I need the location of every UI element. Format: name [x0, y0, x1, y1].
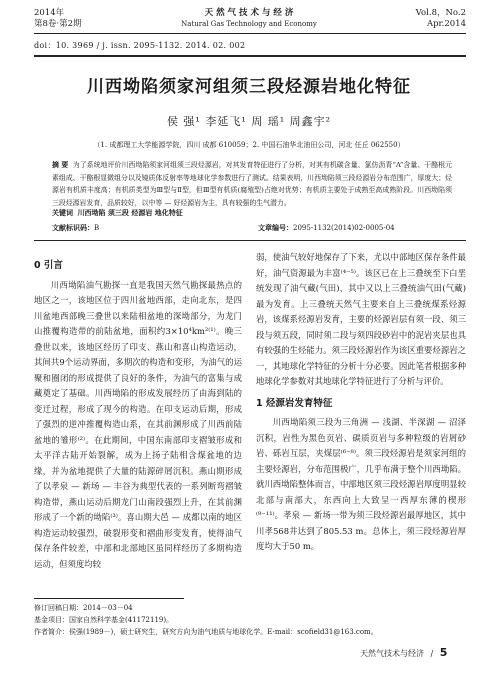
footnote-rule	[34, 598, 184, 599]
article-number	[258, 223, 395, 233]
footnote-fund: 基金项目：国家自然科学基金(41172119)。	[34, 616, 174, 624]
right-column	[256, 250, 466, 555]
header-rule	[34, 33, 466, 34]
keywords	[52, 208, 183, 218]
header-vol	[416, 8, 466, 30]
footnote-author: 作者简介：侯强(1989－)，硕士研究生，研究方向为油气地质与地球化学。E-mail：scofield31@163.com。	[34, 628, 378, 636]
article-number-label: 文章编号：	[258, 224, 293, 232]
abstract-rule	[34, 240, 466, 241]
journal-name-cn: 天 然 气 技 术 与 经 济	[204, 8, 294, 18]
classification	[52, 223, 99, 233]
authors: 侯 强¹ 李延飞¹ 周 瑶¹ 周鑫宇²	[166, 115, 332, 128]
intro-heading: 0 引言	[34, 260, 63, 271]
section1-paragraph: 川西坳陷须三段为三角洲 — 浅湖、半深湖 — 沼泽沉积，岩性为黑色页岩、碳质页岩与多种粒级的岩屑砂岩、砾岩互层，夹煤层⁽⁶⁻⁸⁾。须三段烃源岩是须家河组的主要烃源岩，分布范围极广，几乎布满于整个川西坳陷。就川西坳陷整体而言，中部地区须三段烃源岩厚度明显较北部与南部大，东西向上大致呈一西厚东薄的楔形⁽⁹⁻¹¹⁾。孝泉 — 新场一带为须三段烃源岩最厚地区，其中川孝568井达到了805.53 m。总体上，须三段烃源岩厚度均大于50 m。	[256, 417, 466, 551]
left-column	[34, 250, 242, 572]
doi: doi：10. 3969 / j. issn. 2095-1132. 2014. 02. 002	[34, 41, 246, 50]
keywords-text: 川西坳陷 须三段 烃源岩 地化特征	[77, 209, 183, 217]
section1-heading: 1 烃源岩发育特征	[256, 397, 333, 409]
intro-paragraph: 川西坳陷油气勘探一直是我国天然气勘探最热点的地区之一，该地区位于四川盆地西部，走向北东，是四川盆地西部晚三叠世以来陆相盆地的深坳部分，为龙门山推覆构造带的前陆盆地，面积约3×10⁴km²⁽¹⁾。晚三叠世以来，该地区经历了印支、燕山和喜山构造运动，其间共9个运动界面，多期次的构造和变形，为油气的运聚和圈闭的形成提供了良好的条件，为油气的富集与成藏奠定了基础。川西坳陷的形成发展经历了由海到陆的变迁过程，形成了现今的构造。在印支运动后期，形成了强烈的逆冲推覆构造山系，在其前渊形成了川西前陆盆地的雏形⁽²⁾。在此期间，中国东南部印支褶皱形成和太平洋古陆开始裂解，成为上扬子陆相含煤盆地的边缘，并为盆地提供了大量的陆源碎屑沉积。燕山期形成了以孝泉 — 新场 — 丰谷为典型代表的一系列断弯褶皱构造带，燕山运动后期龙门山南段强烈上升，在其前渊形成了一个新的坳陷⁽³⁾。喜山期大邑 — 成都以南的地区构造运动较强烈，破裂形变和褶曲形变发育，使得油气保存条件较差，中部和北部地区虽同样经历了多期构造运动，但须度均较	[34, 279, 242, 569]
footer-journal: 天然气技术与经济	[360, 649, 424, 658]
abstract	[52, 159, 452, 209]
classification-value: B	[94, 224, 100, 232]
affiliation: （1. 成都理工大学能源学院，四川 成都 610059；2. 中国石油华北油田公司，河北 任丘 062550）	[93, 141, 405, 149]
footnote-received: 修订回稿日期：2014－03－04	[34, 604, 133, 612]
journal-name-en: Natural Gas Technology and Economy	[181, 20, 317, 28]
footer: 天然气技术与经济 / 5	[360, 646, 448, 659]
abstract-text: 为了系统地评价川西坳陷须家河组须三段烃源岩，对其发育特征进行了分析，对其有机碳含量、氯仿沥青“A”含量、干酪根元素组成、干酪根显微组分以及镜质体反射率等地球化学参数进行了测试。结果表明，川西坳陷须三段烃源岩分布范围广，厚度大；烃源岩有机质丰度高；有机质类型为Ⅲ型与Ⅱ型，但Ⅲ型有机质(腐殖型)占绝对优势；有机质主要处于成熟至高成熟阶段。川西坳陷须三段烃源岩发育，品质较好，以中等 — 好烃源岩为主，具有较强的生气潜力。	[52, 161, 452, 207]
paper-title: 川西坳陷须家河组须三段烃源岩地化特征	[87, 77, 411, 97]
header-year: 2014年	[34, 8, 65, 18]
intro-continued: 弱，使油气较好地保存了下来，尤以中部地区保存条件最好，油气资源最为丰富⁽⁴⁻⁵⁾。该区已在上三叠统至下白垩统发现了油气藏(气田)，其中又以上三叠统油气田(气藏)最为发育。上三叠统天然气主要来自上三叠统煤系烃源岩，该煤系烃源岩发育，主要的烃源岩层有须一段、须三段与须五段，同时须二段与须四段砂岩中的泥岩夹层也具有较强的生烃能力。须三段烃源岩作为该区重要烃源岩之一，其地球化学特征的分析十分必要。因此笔者根据多种地球化学参数对其地球化学特征进行了分析与评价。	[256, 252, 466, 386]
header-volume: 第8卷·第2期	[34, 19, 82, 29]
header-date: Apr.2014	[426, 19, 466, 29]
doi-rule	[34, 55, 466, 57]
keywords-label: 关键词	[52, 209, 73, 217]
page-number: 5	[439, 646, 448, 659]
abstract-label: 摘 要	[52, 161, 69, 169]
header-vol-no: Vol.8，No.2	[415, 8, 466, 18]
classification-label: 文献标识码：	[52, 224, 94, 232]
article-number-value: 2095-1132(2014)02-0005-04	[293, 224, 395, 232]
